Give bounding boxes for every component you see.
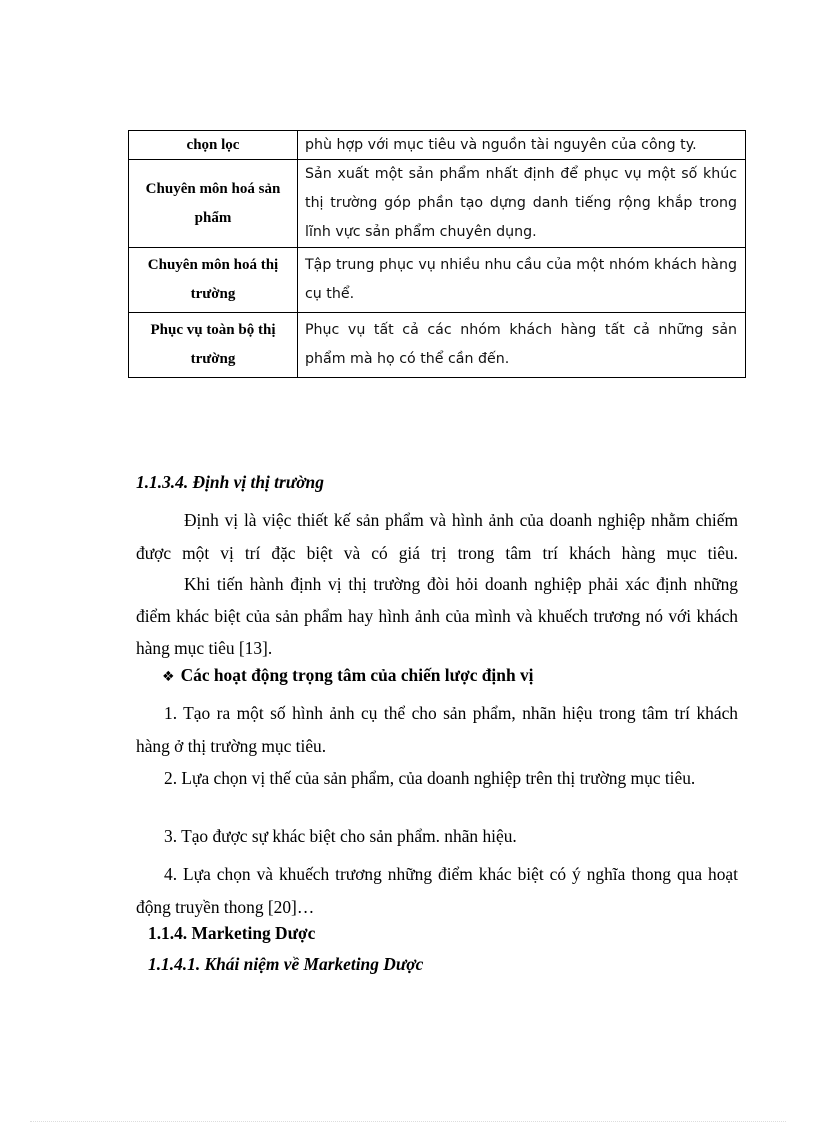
table-cell-name: Chuyên môn hoá thị trường <box>129 248 298 313</box>
bullet-heading <box>162 665 534 686</box>
table-row <box>129 160 746 248</box>
table-cell-desc: phù hợp với mục tiêu và nguồn tài nguyên của công ty. <box>298 131 746 160</box>
table-cell-name: chọn lọc <box>129 131 298 160</box>
paragraph-definition: Định vị là việc thiết kế sản phẩm và hình ảnh của doanh nghiệp nhằm chiếm được một vị trí đặc biệt và có giá trị trong tâm trí khách hàng mục tiêu. <box>136 510 738 563</box>
table-cell-desc: Tập trung phục vụ nhiều nhu cầu của một nhóm khách hàng cụ thể. <box>298 248 746 313</box>
list-item: 1. Tạo ra một số hình ảnh cụ thể cho sản phẩm, nhãn hiệu trong tâm trí khách hàng ở thị trường mục tiêu. <box>136 703 738 756</box>
list-item: 2. Lựa chọn vị thế của sản phẩm, của doanh nghiệp trên thị trường mục tiêu. <box>164 768 696 788</box>
subsection-heading: 1.1.4.1. Khái niệm về Marketing Dược <box>148 954 424 974</box>
list-item: 3. Tạo được sự khác biệt cho sản phẩm. nhãn hiệu. <box>164 826 517 846</box>
paragraph-positioning: Khi tiến hành định vị thị trường đòi hỏi doanh nghiệp phải xác định những điểm khác biệt của sản phẩm hay hình ảnh của mình và khuếch trương nó với khách hàng mục tiêu [13]. <box>136 574 738 658</box>
strategy-table <box>128 130 746 378</box>
section-heading: 1.1.3.4. Định vị thị trường <box>136 472 324 492</box>
table-row <box>129 131 746 160</box>
page-bottom-divider <box>30 1121 786 1122</box>
table-cell-desc: Sản xuất một sản phẩm nhất định để phục vụ một số khúc thị trường góp phần tạo dựng danh tiếng rộng khắp trong lĩnh vực sản phẩm chuyên dụng. <box>298 160 746 248</box>
table-cell-name: Chuyên môn hoá sản phẩm <box>129 160 298 248</box>
list-item: 4. Lựa chọn và khuếch trương những điểm khác biệt có ý nghĩa thong qua hoạt động truyền thong [20]… <box>136 864 738 917</box>
table-cell-desc: Phục vụ tất cả các nhóm khách hàng tất cả những sản phẩm mà họ có thể cần đến. <box>298 313 746 378</box>
bullet-heading-text: Các hoạt động trọng tâm của chiến lược định vị <box>180 665 534 685</box>
table-row <box>129 313 746 378</box>
section-heading: 1.1.4. Marketing Dược <box>148 923 316 943</box>
diamond-bullet-icon: ❖ <box>162 669 175 685</box>
table-row <box>129 248 746 313</box>
table-cell-name: Phục vụ toàn bộ thị trường <box>129 313 298 378</box>
